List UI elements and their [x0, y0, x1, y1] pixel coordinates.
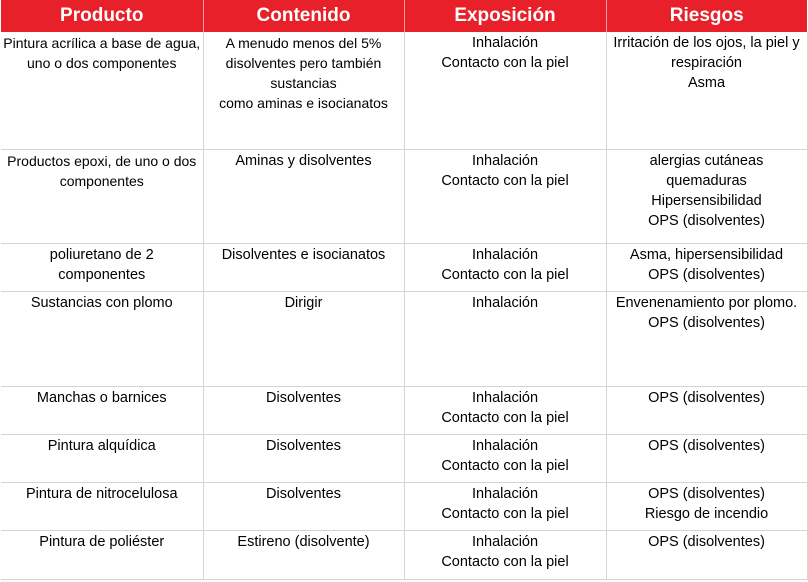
cell-producto: poliuretano de 2 componentes	[1, 243, 203, 291]
cell-exposicion: Inhalación Contacto con la piel	[404, 32, 606, 149]
cell-riesgos: OPS (disolventes)	[606, 530, 807, 579]
cell-exposicion: Inhalación Contacto con la piel	[404, 434, 606, 482]
cell-exposicion: Inhalación Contacto con la piel	[404, 482, 606, 530]
cell-producto: Sustancias con plomo	[1, 291, 203, 386]
cell-contenido: Disolventes	[203, 386, 404, 434]
cell-exposicion: Inhalación	[404, 291, 606, 386]
cell-producto: Pintura acrílica a base de agua, uno o dos componentes	[1, 32, 203, 149]
cell-riesgos: alergias cutáneas quemaduras Hipersensibilidad OPS (disolventes)	[606, 149, 807, 243]
cell-exposicion: Inhalación Contacto con la piel	[404, 243, 606, 291]
cell-exposicion: Inhalación Contacto con la piel	[404, 149, 606, 243]
cell-riesgos: OPS (disolventes)	[606, 434, 807, 482]
header-row	[1, 0, 807, 32]
cell-producto: Manchas o barnices	[1, 386, 203, 434]
cell-exposicion: Inhalación Contacto con la piel	[404, 530, 606, 579]
cell-riesgos: OPS (disolventes)	[606, 386, 807, 434]
table-row	[1, 149, 807, 243]
cell-contenido: A menudo menos del 5% disolventes pero también sustancias como aminas e isocianatos	[203, 32, 404, 149]
cell-contenido: Aminas y disolventes	[203, 149, 404, 243]
cell-riesgos: Irritación de los ojos, la piel y respiración Asma	[606, 32, 807, 149]
cell-producto: Pintura alquídica	[1, 434, 203, 482]
header-contenido: Contenido	[203, 0, 404, 32]
table-row	[1, 386, 807, 434]
header-riesgos: Riesgos	[606, 0, 807, 32]
table-row	[1, 243, 807, 291]
table-row	[1, 482, 807, 530]
table-row	[1, 291, 807, 386]
cell-riesgos: OPS (disolventes) Riesgo de incendio	[606, 482, 807, 530]
cell-producto: Pintura de nitrocelulosa	[1, 482, 203, 530]
cell-riesgos: Envenenamiento por plomo. OPS (disolventes)	[606, 291, 807, 386]
table-header	[1, 0, 807, 32]
cell-contenido: Disolventes e isocianatos	[203, 243, 404, 291]
cell-contenido: Disolventes	[203, 434, 404, 482]
cell-contenido: Dirigir	[203, 291, 404, 386]
paint-hazards-table	[1, 0, 808, 580]
cell-producto: Productos epoxi, de uno o dos componentes	[1, 149, 203, 243]
cell-riesgos: Asma, hipersensibilidad OPS (disolventes)	[606, 243, 807, 291]
header-exposicion: Exposición	[404, 0, 606, 32]
table-body	[1, 32, 807, 579]
table-row	[1, 434, 807, 482]
table-row	[1, 530, 807, 579]
cell-producto: Pintura de poliéster	[1, 530, 203, 579]
cell-exposicion: Inhalación Contacto con la piel	[404, 386, 606, 434]
cell-contenido: Disolventes	[203, 482, 404, 530]
cell-contenido: Estireno (disolvente)	[203, 530, 404, 579]
table-row	[1, 32, 807, 149]
header-producto: Producto	[1, 0, 203, 32]
